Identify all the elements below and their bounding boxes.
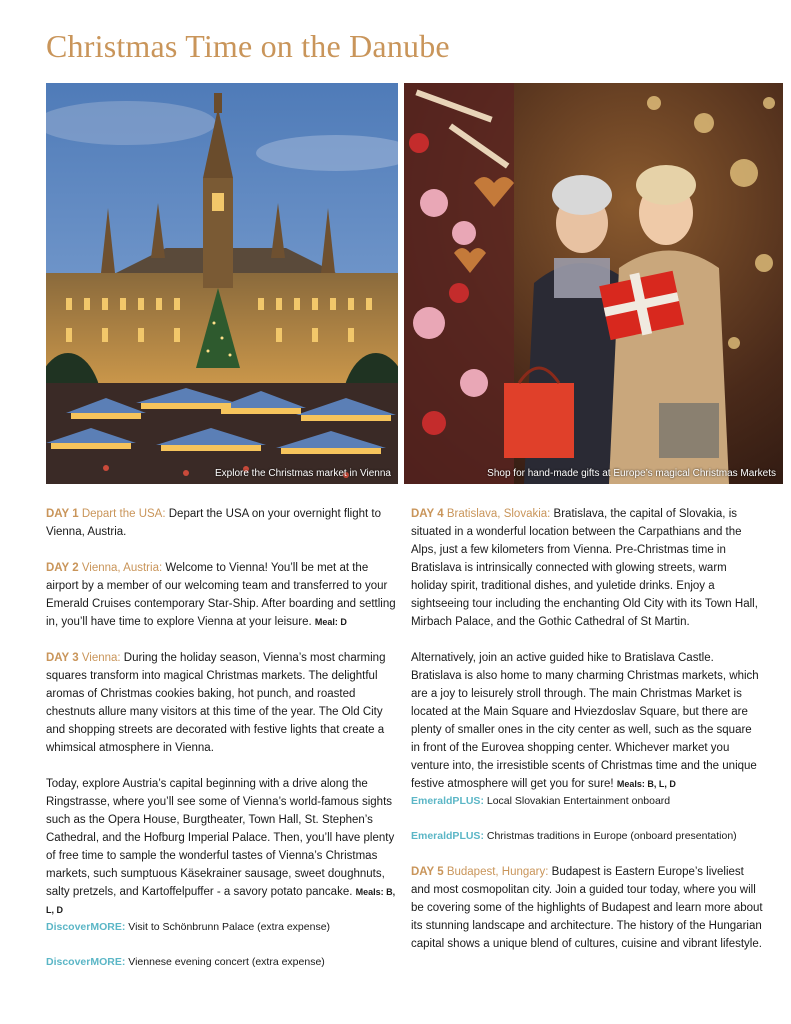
left-photo-caption: Explore the Christmas market in Vienna	[214, 468, 391, 479]
day-3-continued-paragraph	[46, 775, 396, 919]
day-5-paragraph	[411, 863, 763, 953]
day-2-paragraph	[46, 559, 396, 631]
discover-more-text: Visit to Schönbrunn Palace (extra expense)	[125, 921, 331, 933]
emerald-plus-text: Christmas traditions in Europe (onboard presentation)	[483, 830, 737, 842]
day-description: Budapest is Eastern Europe’s liveliest and most cosmopolitan city. Join a guided tour today, where you will be covering some of the highlights of Budapest and learn more about its stunning landscape and architecture. The history of the Hungarian capital shows a unique blend of cultures, cuisine and vibrant lifestyle.	[411, 866, 763, 950]
emerald-plus-text: Local Slovakian Entertainment onboard	[483, 795, 671, 807]
emerald-plus-tag: EmeraldPLUS:	[411, 795, 484, 807]
day-label: DAY 1	[46, 508, 79, 520]
itinerary-right-column	[411, 505, 763, 971]
shopping-photo	[404, 83, 783, 484]
day-4-continued-paragraph	[411, 649, 763, 793]
emerald-plus-item	[411, 793, 763, 810]
discover-more-tag: DiscoverMORE:	[46, 956, 126, 968]
emerald-plus-item	[411, 828, 763, 845]
day-description: Welcome to Vienna! You’ll be met at the airport by a member of our welcoming team and transferred to your Emerald Cruises contemporary Star-Ship. After boarding and settling in, you’ll have time to explore Vienna at your leisure.	[46, 562, 396, 628]
day-label: DAY 4	[411, 508, 444, 520]
discover-more-text: Viennese evening concert (extra expense)	[125, 956, 325, 968]
meals-note: Meal: D	[314, 617, 347, 627]
discover-more-item	[46, 954, 396, 971]
day-description: Alternatively, join an active guided hike to Bratislava Castle. Bratislava is also home to many charming Christmas markets, which are a joy to leisurely stroll through. The main Christmas Market is located at the Main Square and Hviezdoslav Square, but there are plenty of smaller ones in the city center as well, such as the square in front of the Eurovea shopping center. Whichever market you venture into, the irresistible scents of Christmas time and the unique festive atmosphere will get you for sure!	[411, 652, 759, 790]
day-location: Bratislava, Slovakia:	[446, 508, 551, 520]
day-3-paragraph	[46, 649, 396, 757]
day-label: DAY 2	[46, 562, 79, 574]
day-label: DAY 3	[46, 652, 79, 664]
meals-note: Meals: B, L, D	[616, 779, 676, 789]
day-4-paragraph	[411, 505, 763, 631]
emerald-plus-tag: EmeraldPLUS:	[411, 830, 484, 842]
day-label: DAY 5	[411, 866, 444, 878]
day-1-paragraph	[46, 505, 396, 541]
vienna-market-photo	[46, 83, 398, 484]
day-description: Today, explore Austria’s capital beginning with a drive along the Ringstrasse, where you’ll see some of Vienna’s world-famous sights such as the Opera House, Burgtheater, Town Hall, St. Stephen’s Cathedral, and the Hofburg Imperial Palace. Then, you’ll have plenty of free time to sample the wonderful tastes of Vienna’s Christmas markets, such sumptuous Käsekrainer sausage, sweet doughnuts, salty pretzels, and Kartoffelpuffer - a savory potato pancake.	[46, 778, 395, 898]
day-location: Vienna, Austria:	[81, 562, 163, 574]
meals-note: Meals: B, L, D	[46, 887, 396, 915]
day-description: Depart the USA on your overnight flight to Vienna, Austria.	[46, 508, 381, 538]
day-description: Bratislava, the capital of Slovakia, is situated in a wonderful location between the Carpathians and the Alps, just a few kilometers from Vienna. Pre-Christmas time in Bratislava is intrinsically connected with glowing streets, warm holiday spirit, traditional dishes, and yuletide drinks. Enjoy a sightseeing tour including the enchanting Old City with its Town Hall, Mirbach Palace, and the Gothic Cathedral of St Martin.	[411, 508, 758, 628]
day-location: Depart the USA:	[81, 508, 166, 520]
itinerary-left-column	[46, 505, 396, 989]
discover-more-item	[46, 919, 396, 936]
discover-more-tag: DiscoverMORE:	[46, 921, 126, 933]
day-location: Budapest, Hungary:	[446, 866, 549, 878]
page-title: Christmas Time on the Danube	[46, 28, 450, 64]
right-photo-caption: Shop for hand-made gifts at Europe’s magical Christmas Markets	[487, 468, 776, 479]
day-description: During the holiday season, Vienna’s most charming squares transform into magical Christmas markets. The delightful aromas of Christmas cookies baking, hot punch, and roasted chestnuts allure many visitors at this time of the year. The Old City and shopping streets are decorated with festive lights that create a whimsical atmosphere in Vienna.	[46, 652, 386, 754]
day-location: Vienna:	[81, 652, 121, 664]
